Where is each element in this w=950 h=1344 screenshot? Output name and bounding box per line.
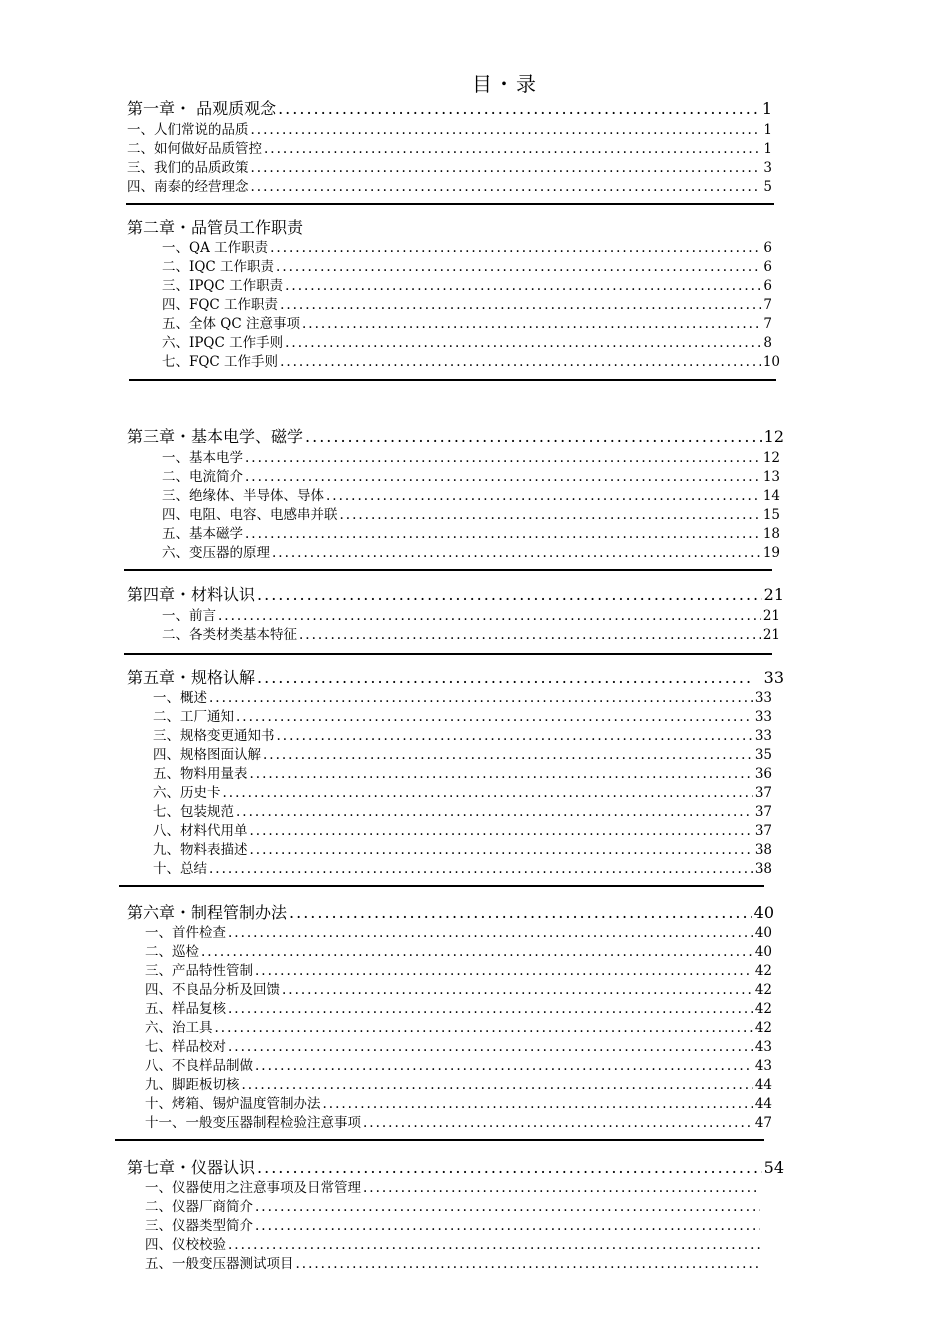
page-number: 42 <box>754 982 772 997</box>
chapter-divider <box>119 885 764 887</box>
section-entry[interactable] <box>162 522 780 541</box>
section-entry[interactable] <box>153 686 772 705</box>
section-entry[interactable] <box>162 541 780 560</box>
page-number: 12 <box>763 427 784 446</box>
section-label: 四、电阻、电容、电感串并联 <box>162 507 338 522</box>
section-label: 五、一般变压器测试项目 <box>145 1256 294 1271</box>
page-number: 12 <box>762 450 780 465</box>
dot-leader <box>264 141 761 156</box>
chapter-title: 第五章・规格认解 <box>127 668 256 687</box>
chapter-title: 第六章・制程管制办法 <box>127 903 288 922</box>
page-number: 10 <box>762 354 780 369</box>
section-label: 二、巡检 <box>145 944 199 959</box>
page-number: 37 <box>754 823 772 838</box>
chapter-divider <box>115 1139 764 1141</box>
section-entry[interactable] <box>145 1233 762 1252</box>
section-entry[interactable] <box>127 118 772 137</box>
section-entry[interactable] <box>162 484 780 503</box>
page-number: 38 <box>754 842 772 857</box>
chapter-4-entry[interactable] <box>127 582 784 604</box>
dot-leader <box>236 709 753 724</box>
page-number: 44 <box>754 1077 772 1092</box>
section-label: 九、物料表描述 <box>153 842 248 857</box>
dot-leader <box>236 804 753 819</box>
dot-leader <box>257 585 762 604</box>
section-label: 二、IQC 工作职责 <box>162 259 275 274</box>
dot-leader <box>302 316 761 331</box>
page-number: 33 <box>754 709 772 724</box>
chapter-1-entry[interactable] <box>127 96 772 118</box>
page-number: 37 <box>754 804 772 819</box>
chapter-title: 第一章・ 品观质观念 <box>127 99 277 118</box>
page-number: 21 <box>762 627 780 642</box>
page-number: 15 <box>762 507 780 522</box>
section-entry[interactable] <box>162 503 780 522</box>
section-entry[interactable] <box>153 724 772 743</box>
dot-leader <box>276 259 761 274</box>
section-label: 一、QA 工作职责 <box>162 240 269 255</box>
section-label: 九、脚距板切核 <box>145 1077 240 1092</box>
dot-leader <box>251 122 762 137</box>
dot-leader <box>201 944 753 959</box>
page-number: 54 <box>763 1158 784 1177</box>
section-label: 一、基本电学 <box>162 450 243 465</box>
dot-leader <box>278 99 760 118</box>
section-label: 八、材料代用单 <box>153 823 248 838</box>
page-number: 35 <box>754 747 772 762</box>
section-entry[interactable] <box>162 604 780 623</box>
section-label: 六、历史卡 <box>153 785 221 800</box>
page-number: 13 <box>762 469 780 484</box>
section-entry[interactable] <box>145 1054 772 1073</box>
page-number: 7 <box>763 297 772 312</box>
section-label: 一、人们常说的品质 <box>127 122 249 137</box>
dot-leader <box>277 728 753 743</box>
section-label: 四、不良品分析及回馈 <box>145 982 280 997</box>
section-entry[interactable] <box>153 857 772 876</box>
section-label: 三、绝缘体、半导体、导体 <box>162 488 324 503</box>
section-entry[interactable] <box>127 137 772 156</box>
section-label: 十、烤箱、锡炉温度管制办法 <box>145 1096 321 1111</box>
section-entry[interactable] <box>153 705 772 724</box>
section-entry[interactable] <box>162 623 780 642</box>
toc-title: 目・录 <box>472 72 538 96</box>
section-entry[interactable] <box>153 781 772 800</box>
section-label: 三、规格变更通知书 <box>153 728 275 743</box>
page-number: 36 <box>754 766 772 781</box>
page-number: 1 <box>761 99 772 118</box>
section-label: 三、仪器类型简介 <box>145 1218 253 1233</box>
section-label: 四、南泰的经营理念 <box>127 179 249 194</box>
page-number: 33 <box>754 690 772 705</box>
section-entry[interactable] <box>162 446 780 465</box>
section-entry[interactable] <box>127 175 772 194</box>
section-label: 一、概述 <box>153 690 207 705</box>
section-entry[interactable] <box>127 156 772 175</box>
dot-leader <box>257 668 752 687</box>
section-label: 七、包装规范 <box>153 804 234 819</box>
dot-leader <box>270 240 761 255</box>
section-label: 二、各类材类基本特征 <box>162 627 297 642</box>
dot-leader <box>285 278 761 293</box>
dot-leader <box>282 982 753 997</box>
chapter-5-entry[interactable] <box>127 665 784 687</box>
section-entry[interactable] <box>162 331 772 350</box>
page-number: 6 <box>763 278 772 293</box>
section-entry[interactable] <box>145 921 772 940</box>
dot-leader <box>209 690 753 705</box>
chapter-title: 第三章・基本电学、磁学 <box>127 427 304 446</box>
section-label: 七、FQC 工作手则 <box>162 354 279 369</box>
dot-leader <box>296 1256 761 1271</box>
dot-leader <box>280 297 761 312</box>
dot-leader <box>299 627 761 642</box>
section-label: 一、前言 <box>162 608 216 623</box>
page-number: 40 <box>753 903 774 922</box>
section-entry[interactable] <box>145 1073 772 1092</box>
section-label: 一、仪器使用之注意事项及日常管理 <box>145 1180 361 1195</box>
dot-leader <box>340 507 761 522</box>
page-number: 8 <box>763 335 772 350</box>
page-number: 6 <box>763 259 772 274</box>
section-label: 七、样品校对 <box>145 1039 226 1054</box>
dot-leader <box>285 335 761 350</box>
dot-leader <box>228 1001 753 1016</box>
section-entry[interactable] <box>145 1176 762 1195</box>
chapter-2-entry[interactable] <box>127 215 772 237</box>
chapter-6-entry[interactable] <box>127 900 774 922</box>
dot-leader <box>228 925 753 940</box>
section-label: 四、仪校校验 <box>145 1237 226 1252</box>
chapter-title: 第七章・仪器认识 <box>127 1158 256 1177</box>
section-entry[interactable] <box>145 1214 762 1233</box>
section-label: 十、总结 <box>153 861 207 876</box>
page-number: 3 <box>763 160 772 175</box>
section-entry[interactable] <box>153 838 772 857</box>
page-number: 21 <box>763 585 784 604</box>
chapter-divider <box>124 653 772 655</box>
page-number: 21 <box>762 608 780 623</box>
dot-leader <box>251 179 762 194</box>
page-number: 43 <box>754 1058 772 1073</box>
page-number: 42 <box>754 1020 772 1035</box>
section-label: 二、仪器厂商简介 <box>145 1199 253 1214</box>
section-entry[interactable] <box>145 1195 762 1214</box>
dot-leader <box>245 469 761 484</box>
dot-leader <box>245 526 761 541</box>
dot-leader <box>263 747 753 762</box>
section-label: 三、IPQC 工作职责 <box>162 278 284 293</box>
page-number: 40 <box>754 944 772 959</box>
section-entry[interactable] <box>145 1035 772 1054</box>
dot-leader <box>215 1020 753 1035</box>
section-label: 十一、一般变压器制程检验注意事项 <box>145 1115 361 1130</box>
section-label: 五、全体 QC 注意事项 <box>162 316 300 331</box>
page-number: 42 <box>754 1001 772 1016</box>
dot-leader <box>228 1237 760 1252</box>
dot-leader <box>255 1218 760 1233</box>
page-number: 18 <box>762 526 780 541</box>
section-label: 六、IPQC 工作手则 <box>162 335 284 350</box>
section-label: 二、如何做好品质管控 <box>127 141 262 156</box>
section-entry[interactable] <box>145 959 772 978</box>
page-number: 33 <box>763 668 784 687</box>
section-entry[interactable] <box>145 1092 772 1111</box>
section-entry[interactable] <box>162 293 772 312</box>
section-entry[interactable] <box>153 800 772 819</box>
dot-leader <box>209 861 753 876</box>
dot-leader <box>218 608 761 623</box>
dot-leader <box>250 766 753 781</box>
section-label: 五、样品复核 <box>145 1001 226 1016</box>
page-number: 33 <box>754 728 772 743</box>
page-number: 38 <box>754 861 772 876</box>
page-number: 37 <box>754 785 772 800</box>
dot-leader <box>272 545 761 560</box>
section-entry[interactable] <box>162 274 772 293</box>
section-entry[interactable] <box>145 940 772 959</box>
section-label: 六、治工具 <box>145 1020 213 1035</box>
page-number: 43 <box>754 1039 772 1054</box>
section-label: 五、基本磁学 <box>162 526 243 541</box>
dot-leader <box>323 1096 753 1111</box>
section-entry[interactable] <box>145 1111 772 1130</box>
section-label: 三、我们的品质政策 <box>127 160 249 175</box>
section-label: 四、规格图面认解 <box>153 747 261 762</box>
dot-leader <box>242 1077 753 1092</box>
dot-leader <box>280 354 761 369</box>
page-number: 1 <box>763 141 772 156</box>
page-number: 7 <box>763 316 772 331</box>
chapter-7-entry[interactable] <box>127 1155 784 1177</box>
page-number: 6 <box>763 240 772 255</box>
dot-leader <box>223 785 753 800</box>
section-entry[interactable] <box>153 743 772 762</box>
section-entry[interactable] <box>145 1016 772 1035</box>
chapter-3-entry[interactable] <box>127 424 784 446</box>
page-number: 40 <box>754 925 772 940</box>
section-label: 五、物料用量表 <box>153 766 248 781</box>
chapter-title: 第二章・品管员工作职责 <box>127 218 304 237</box>
dot-leader <box>255 963 753 978</box>
section-entry[interactable] <box>162 255 772 274</box>
section-label: 二、工厂通知 <box>153 709 234 724</box>
dot-leader <box>255 1058 753 1073</box>
page-number: 19 <box>762 545 780 560</box>
dot-leader <box>255 1199 760 1214</box>
page-number: 14 <box>762 488 780 503</box>
section-label: 六、变压器的原理 <box>162 545 270 560</box>
page-number: 44 <box>754 1096 772 1111</box>
section-label: 八、不良样品制做 <box>145 1058 253 1073</box>
dot-leader <box>305 427 762 446</box>
section-entry[interactable] <box>162 465 780 484</box>
page-number: 5 <box>763 179 772 194</box>
section-entry[interactable] <box>145 1252 762 1271</box>
dot-leader <box>257 1158 762 1177</box>
section-label: 一、首件检查 <box>145 925 226 940</box>
page-number: 1 <box>763 122 772 137</box>
section-entry[interactable] <box>162 350 780 369</box>
dot-leader <box>289 903 752 922</box>
chapter-divider <box>126 203 774 205</box>
dot-leader <box>363 1180 760 1195</box>
section-entry[interactable] <box>153 819 772 838</box>
section-entry[interactable] <box>162 312 772 331</box>
dot-leader <box>228 1039 753 1054</box>
dot-leader <box>363 1115 753 1130</box>
chapter-divider <box>124 569 772 571</box>
dot-leader <box>250 823 753 838</box>
dot-leader <box>245 450 761 465</box>
section-label: 二、电流简介 <box>162 469 243 484</box>
dot-leader <box>250 842 753 857</box>
dot-leader <box>326 488 761 503</box>
section-entry[interactable] <box>153 762 772 781</box>
chapter-divider <box>129 379 776 381</box>
chapter-title: 第四章・材料认识 <box>127 585 256 604</box>
page-number: 42 <box>754 963 772 978</box>
section-label: 四、FQC 工作职责 <box>162 297 279 312</box>
section-entry[interactable] <box>162 236 772 255</box>
section-entry[interactable] <box>145 997 772 1016</box>
page-number: 47 <box>754 1115 772 1130</box>
section-entry[interactable] <box>145 978 772 997</box>
dot-leader <box>251 160 762 175</box>
section-label: 三、产品特性管制 <box>145 963 253 978</box>
